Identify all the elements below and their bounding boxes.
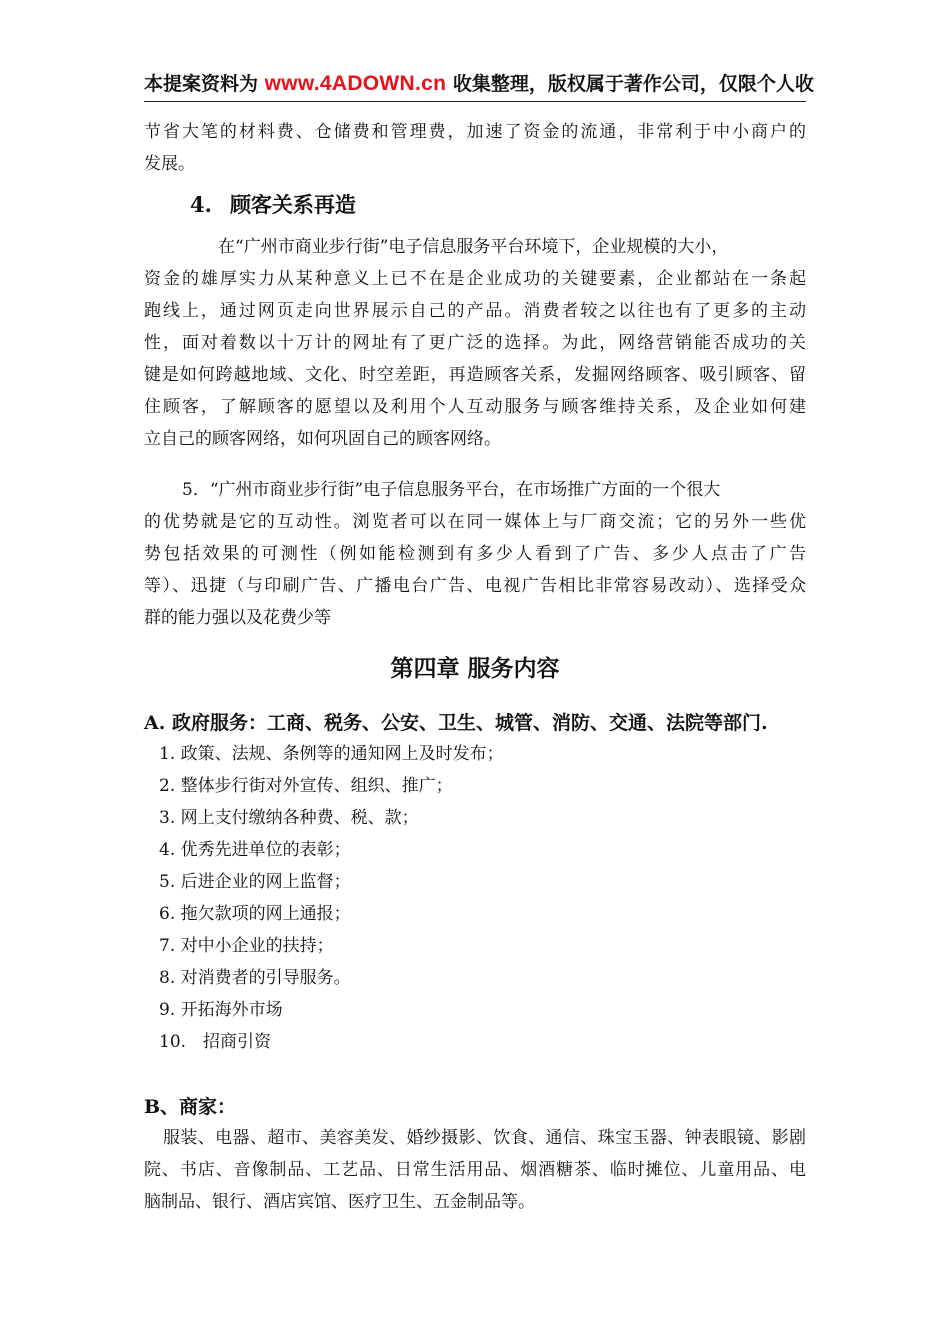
paragraph-line: 等）、迅捷（与印刷广告、广播电台广告、电视广告相比非常容易改动）、选择受众 bbox=[144, 576, 806, 596]
section-a-title: A. 政府服务：工商、税务、公安、卫生、城管、消防、交通、法院等部门. bbox=[144, 712, 768, 734]
list-item-number: 2. bbox=[159, 776, 176, 796]
paragraph-line: 跑线上，通过网页走向世界展示自己的产品。消费者较之以往也有了更多的主动 bbox=[144, 301, 806, 321]
paragraph-line: 群的能力强以及花费少等 bbox=[144, 608, 331, 628]
paragraph-line: 住顾客，了解顾客的愿望以及利用个人互动服务与顾客维持关系，及企业如何建 bbox=[144, 397, 806, 417]
list-item-text: 对消费者的引导服务。 bbox=[180, 968, 351, 988]
paragraph-line: 性，面对着数以十万计的网址有了更广泛的选择。为此，网络营销能否成功的关 bbox=[144, 333, 806, 353]
list-item-number: 10. bbox=[159, 1032, 187, 1052]
paragraph-line: 服装、电器、超市、美容美发、婚纱摄影、饮食、通信、珠宝玉器、钟表眼镜、影剧 bbox=[163, 1128, 806, 1148]
paragraph-line: 立自己的顾客网络，如何巩固自己的顾客网络。 bbox=[144, 429, 501, 449]
section-4-heading bbox=[190, 189, 356, 221]
section-4-body bbox=[144, 231, 806, 455]
paragraph-line: 5．“广州市商业步行街”电子信息服务平台，在市场推广方面的一个很大 bbox=[182, 480, 721, 500]
header-prefix: 本提案资料为 bbox=[144, 73, 265, 95]
header-url: www.4ADOWN.cn bbox=[264, 72, 447, 95]
paragraph-line: 发展。 bbox=[144, 154, 195, 174]
list-item-number: 1. bbox=[159, 744, 176, 764]
list-item-number: 4. bbox=[159, 840, 176, 860]
list-item-number: 9. bbox=[159, 1000, 176, 1020]
page-header bbox=[144, 70, 950, 98]
list-item-text: 优秀先进单位的表彰； bbox=[180, 840, 351, 860]
list-item bbox=[159, 770, 504, 802]
list-item-text: 政策、法规、条例等的通知网上及时发布； bbox=[180, 744, 504, 764]
section-b-body bbox=[144, 1122, 806, 1218]
list-item-text: 招商引资 bbox=[203, 1032, 271, 1052]
section-b-title: B、商家： bbox=[144, 1096, 237, 1118]
section-5-body bbox=[144, 474, 806, 634]
header-divider bbox=[144, 101, 806, 102]
list-item bbox=[159, 802, 504, 834]
list-item-text: 拖欠款项的网上通报； bbox=[180, 904, 351, 924]
section-4-title: 顾客关系再造 bbox=[229, 192, 356, 217]
list-item-number: 6. bbox=[159, 904, 176, 924]
list-item-number: 5. bbox=[159, 872, 176, 892]
list-item-number: 3. bbox=[159, 808, 176, 828]
paragraph-line: 的优势就是它的互动性。浏览者可以在同一媒体上与厂商交流；它的另外一些优 bbox=[144, 512, 806, 532]
list-item bbox=[159, 994, 504, 1026]
list-item bbox=[159, 866, 504, 898]
paragraph-line: 势包括效果的可测性（例如能检测到有多少人看到了广告、多少人点击了广告 bbox=[144, 544, 806, 564]
paragraph-line: 脑制品、银行、酒店宾馆、医疗卫生、五金制品等。 bbox=[144, 1192, 535, 1212]
chapter-title: 第四章 服务内容 bbox=[390, 655, 560, 682]
paragraph-line: 院、书店、音像制品、工艺品、日常生活用品、烟酒糖茶、临时摊位、儿童用品、电 bbox=[144, 1160, 806, 1180]
list-item-number: 8. bbox=[159, 968, 176, 988]
list-item bbox=[159, 930, 504, 962]
paragraph-line: 节省大笔的材料费、仓储费和管理费，加速了资金的流通，非常利于中小商户的 bbox=[144, 122, 806, 142]
list-item-text: 网上支付缴纳各种费、税、款； bbox=[180, 808, 419, 828]
list-item bbox=[159, 1026, 504, 1058]
list-item bbox=[159, 962, 504, 994]
list-item-text: 开拓海外市场 bbox=[180, 1000, 283, 1020]
section-a-list bbox=[159, 738, 504, 1058]
list-item-text: 后进企业的网上监督； bbox=[180, 872, 351, 892]
list-item-text: 对中小企业的扶持； bbox=[180, 936, 334, 956]
paragraph-top bbox=[144, 116, 806, 180]
list-item bbox=[159, 898, 504, 930]
list-item bbox=[159, 834, 504, 866]
paragraph-line: 在“广州市商业步行街”电子信息服务平台环境下，企业规模的大小， bbox=[218, 237, 729, 257]
list-item-text: 整体步行街对外宣传、组织、推广； bbox=[180, 776, 453, 796]
list-item bbox=[159, 738, 504, 770]
header-suffix: 收集整理，版权属于著作公司，仅限个人收 bbox=[446, 73, 814, 95]
paragraph-line: 资金的雄厚实力从某种意义上已不在是企业成功的关键要素，企业都站在一条起 bbox=[144, 269, 806, 289]
paragraph-line: 键是如何跨越地域、文化、时空差距，再造顾客关系，发掘网络顾客、吸引顾客、留 bbox=[144, 365, 806, 385]
section-4-number: 4. bbox=[190, 192, 212, 217]
list-item-number: 7. bbox=[159, 936, 176, 956]
